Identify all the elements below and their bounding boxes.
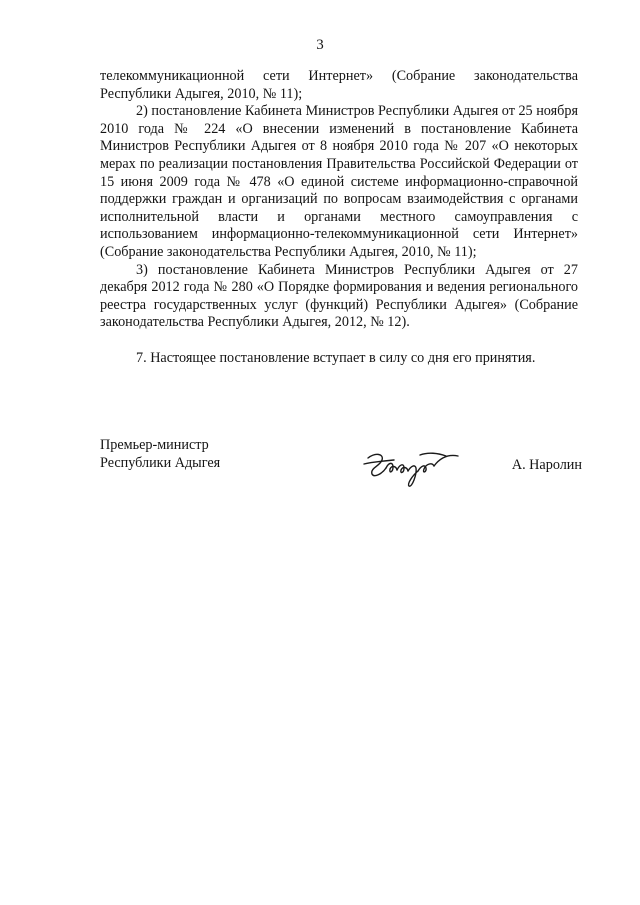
- signer-name: А. Наролин: [511, 457, 582, 473]
- paragraph-continuation: телекоммуникационной сети Интернет» (Собрание законодательства Республики Адыгея, 2010, № 11);: [100, 68, 578, 102]
- paragraph-item-3: 3) постановление Кабинета Министров Республики Адыгея от 27 декабря 2012 года № 280 «О Порядке формирования и ведения регионального реестра государственных услуг (функций) Республики Адыгея» (Собрание законодательства Республики Адыгея, 2012, № 12).: [100, 261, 578, 331]
- page-number: 3: [316, 37, 324, 53]
- paragraph-clause-7: 7. Настоящее постановление вступает в силу со дня его принятия.: [136, 349, 536, 366]
- signature-block: [100, 436, 580, 496]
- signer-title: [100, 436, 300, 472]
- signer-title-line-1: Премьер-министр: [100, 437, 209, 453]
- handwritten-signature-icon: [362, 444, 462, 490]
- paragraph-item-2: 2) постановление Кабинета Министров Республики Адыгея от 25 ноября 2010 года № 224 «О внесении изменений в постановление Кабинета Министров Республики Адыгея от 8 ноября 2010 года № 207 «О некоторых мерах по реализации постановления Правительства Российской Федерации от 15 июня 2009 года № 478 «О единой системе информационно-справочной поддержки граждан и организаций по вопросам взаимодействия с органами исполнительной власти и органами местного самоуправления с использованием информационно-телекоммуникационной сети Интернет» (Собрание законодательства Республики Адыгея, 2010, № 11);: [100, 103, 578, 260]
- document-body: [100, 68, 578, 368]
- signer-title-line-2: Республики Адыгея: [100, 455, 221, 471]
